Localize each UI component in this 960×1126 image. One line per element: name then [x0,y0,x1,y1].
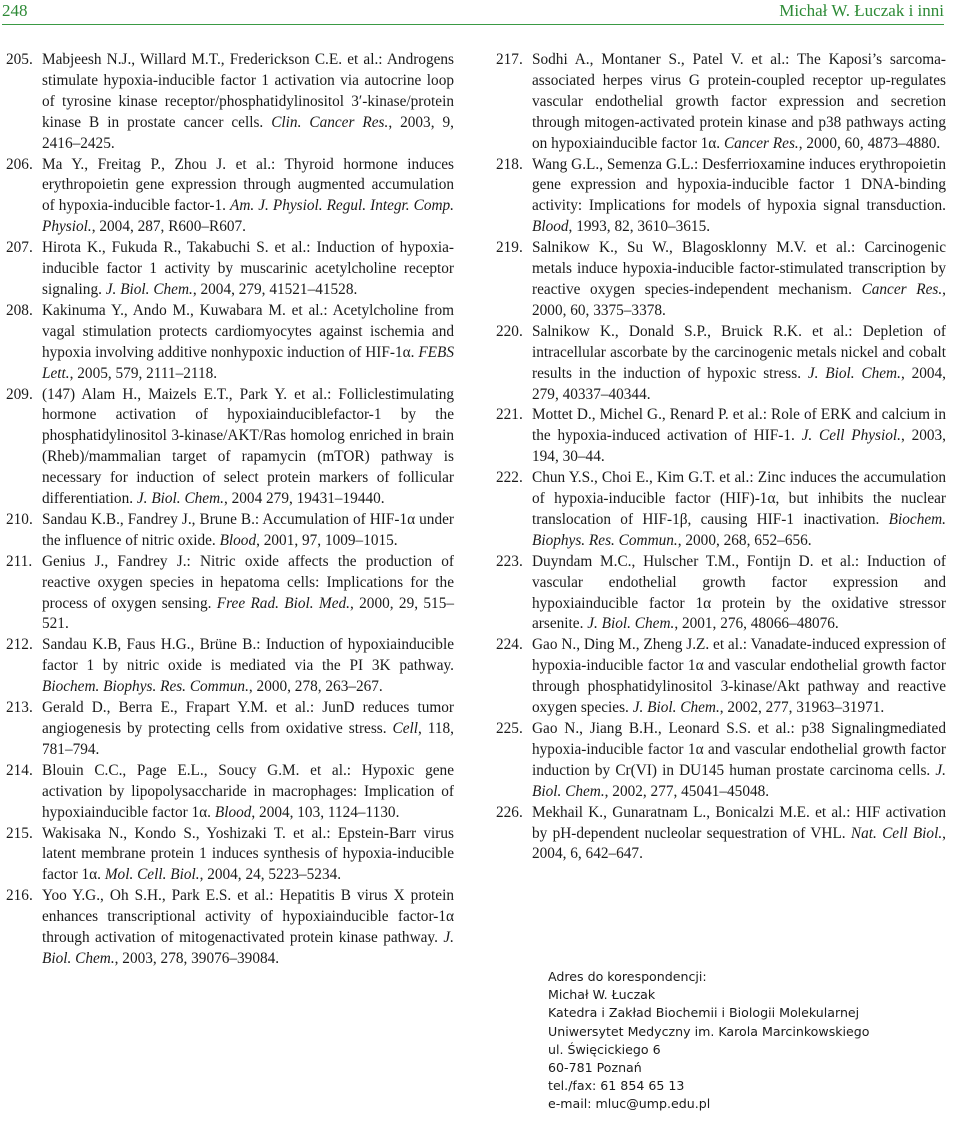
reference-text [42,635,454,698]
reference-number: 226. [496,803,523,821]
reference-text [42,886,454,970]
reference-journal: Cancer Res. [723,134,799,152]
correspondence-name: Michał W. Łuczak [548,987,656,1003]
reference-volume-pages: , 2003, 278, 39076–39084. [114,949,280,967]
page-number: 248 [2,1,28,20]
reference-number: 225. [496,720,523,737]
reference-citation: Gerald D., Berra E., Frapart Y.M. et al.: JunD reduces tumor angiogenesis by protecting cells from oxidative stress. [42,699,454,737]
reference-journal: J. Biol. Chem. [136,490,224,508]
reference-entry [6,301,454,385]
reference-number: 210. [6,510,33,528]
reference-text [42,761,454,824]
reference-journal: FEBS Lett. [42,343,454,382]
reference-number: 208. [6,301,33,319]
correspondence-phone: tel./fax: 61 854 65 13 [548,1078,685,1094]
reference-entry [6,50,454,155]
reference-entry [6,385,454,510]
reference-journal: Biochem. Biophys. Res. Commun. [532,510,946,549]
reference-entry [496,50,946,155]
reference-entry [496,803,946,866]
reference-number: 215. [6,824,33,842]
reference-journal: Mol. Cell. Biol. [104,866,200,884]
reference-volume-pages: , 2001, 276, 48066–48076. [674,615,839,633]
reference-journal: J. Biol. Chem. [532,761,946,800]
reference-volume-pages: , 2004 279, 19431–19440. [223,490,385,508]
reference-citation: Gao N., Ding M., Zheng J.Z. et al.: Vanadate-induced expression of hypoxia-inducible factor 1α and vascular endothelial growth factor through phosphatidylinositol 3-kinase/Akt pathway and reactive oxygen species. [532,636,946,717]
reference-journal: Clin. Cancer Res. [271,113,389,131]
reference-journal: Am. J. Physiol. Regul. Integr. Comp. Physiol. [42,197,454,236]
reference-entry [496,322,946,406]
reference-journal: Cancer Res. [861,280,943,298]
reference-citation: Yoo Y.G., Oh S.H., Park E.S. et al.: Hepatitis B virus X protein enhances transcriptional activity of hypoxiainducible factor-1α through activation of mitogenactivated protein kinase pathway. [42,887,454,947]
reference-volume-pages: , 118, 781–794. [42,720,454,758]
reference-text [42,155,454,239]
reference-citation: Mekhail K., Gunaratnam L., Bonicalzi M.E. et al.: HIF activation by pH-dependent nucleolar sequestration of VHL. [532,803,946,842]
reference-citation: Salnikow K., Su W., Blagosklonny M.V. et al.: Carcinogenic metals induce hypoxia-inducible factor-stimulated transcription by reactive oxygen species-independent mechanism. [532,239,946,298]
reference-number: 212. [6,636,33,654]
reference-journal: Blood [219,531,257,549]
reference-text [532,468,946,552]
correspondence-email: e-mail: mluc@ump.edu.pl [548,1096,711,1112]
reference-citation: Sandau K.B., Fandrey J., Brune B.: Accumulation of HIF-1α under the influence of nitric oxide. [42,510,454,549]
reference-number: 219. [496,239,523,257]
reference-volume-pages: , 2004, 103, 1124–1130. [251,803,400,821]
reference-volume-pages: , 1993, 82, 3610–3615. [568,218,711,236]
reference-journal: J. Cell Physiol. [801,427,901,445]
reference-volume-pages: , 2004, 24, 5223–5234. [199,866,342,884]
reference-number: 209. [6,385,33,403]
reference-journal: J. Biol. Chem. [632,699,720,717]
correspondence-block [548,968,946,1114]
reference-entry [496,468,946,552]
running-head [2,0,944,22]
reference-citation: Sodhi A., Montaner S., Patel V. et al.: The Kaposi’s sarcoma-associated herpes virus G protein-coupled receptor up-regulates vascular endothelial growth factor expression and secretion through mitogen-activated protein kinase and p38 pathways acting on hypoxiainducible factor 1α. [532,51,946,152]
reference-journal: Blood [532,218,569,236]
header-rule [2,24,944,25]
reference-journal: Nat. Cell Biol. [850,824,943,842]
reference-volume-pages: , 2000, 29, 515–521. [42,594,454,633]
reference-citation: Ma Y., Freitag P., Zhou J. et al.: Thyroid hormone induces erythropoietin gene expression through augmented accumulation of hypoxia-inducible factor-1. [42,155,454,215]
reference-text [42,301,454,385]
reference-entry [496,155,946,239]
reference-entry [496,719,946,803]
reference-volume-pages: , 2000, 60, 4873–4880. [798,134,941,152]
reference-text [42,238,454,301]
reference-volume-pages: , 2000, 60, 3375–3378. [532,280,946,319]
reference-number: 221. [496,406,523,424]
reference-text [532,50,946,155]
reference-volume-pages: , 2004, 279, 40337–40344. [532,364,946,403]
reference-entry [6,155,454,239]
reference-volume-pages: , 2000, 268, 652–656. [677,531,812,549]
reference-number: 223. [496,552,523,570]
reference-text [532,238,946,322]
reference-volume-pages: , 2004, 287, R600–R607. [91,218,246,236]
reference-text [532,155,946,239]
reference-journal: J. Biol. Chem. [42,929,454,967]
reference-volume-pages: , 2001, 97, 1009–1015. [256,531,398,549]
reference-volume-pages: , 2002, 277, 45041–45048. [604,782,770,800]
reference-number: 214. [6,761,33,779]
reference-citation: Genius J., Fandrey J.: Nitric oxide affects the production of reactive oxygen species in hepatoma cells: Implications for the process of oxygen sensing. [42,552,454,612]
reference-number: 216. [6,887,33,905]
reference-citation: Duyndam M.C., Hulscher T.M., Fontijn D. et al.: Induction of vascular endothelial growth factor expression and hypoxiainducible factor 1α protein by the oxidative stressor arsenite. [532,552,946,633]
reference-journal: J. Biol. Chem. [105,280,193,298]
reference-journal: J. Biol. Chem. [807,364,901,382]
reference-journal: J. Biol. Chem. [587,615,675,633]
reference-citation: Wakisaka N., Kondo S., Yoshizaki T. et al.: Epstein-Barr virus latent membrane protein 1 induces synthesis of hypoxia-inducible factor 1α. [42,824,454,884]
reference-entry [6,698,454,761]
reference-citation: Salnikow K., Donald S.P., Bruick R.K. et al.: Depletion of intracellular ascorbate by the carcinogenic metals nickel and cobalt results in the induction of hypoxic stress. [532,322,946,382]
correspondence-university: Uniwersytet Medyczny im. Karola Marcinkowskiego [548,1023,870,1039]
reference-journal: Biochem. Biophys. Res. Commun. [42,678,249,696]
reference-citation: Mottet D., Michel G., Renard P. et al.: Role of ERK and calcium in the hypoxia-induced activation of HIF-1. [532,406,946,445]
reference-number: 207. [6,239,33,257]
reference-volume-pages: , 2004, 6, 642–647. [532,824,946,863]
reference-citation: (147) Alam H., Maizels E.T., Park Y. et al.: Folliclestimulating hormone activation of hypoxiainduciblefactor-1 by the phosphatidylinositol 3-kinase/AKT/Ras homolog enriched in brain (Rheb)/mammalian target of rapamycin (mTOR) pathway is necessary for induction of select protein markers of follicular differentiation. [42,385,454,508]
reference-journal: Blood [214,803,252,821]
reference-volume-pages: , 2002, 277, 31963–31971. [719,699,885,717]
reference-number: 224. [496,636,523,654]
running-head-authors: Michał W. Łuczak i inni [779,1,944,20]
reference-journal: Free Rad. Biol. Med. [216,594,350,612]
reference-volume-pages: , 2003, 194, 30–44. [532,427,946,466]
reference-text [532,322,946,406]
reference-text [42,552,454,636]
reference-entry [6,238,454,301]
reference-text [532,552,946,636]
reference-number: 205. [6,51,33,68]
reference-text [42,510,454,552]
reference-entry [6,761,454,824]
reference-number: 213. [6,699,33,717]
reference-text [532,803,946,866]
reference-volume-pages: , 2000, 278, 263–267. [248,678,383,696]
correspondence-street: ul. Święcickiego 6 [548,1041,661,1057]
reference-entry [6,510,454,552]
reference-citation: Blouin C.C., Page E.L., Soucy G.M. et al.: Hypoxic gene activation by lipopolysaccharide in macrophages: Implication of hypoxiainducible factor 1α. [42,761,454,821]
reference-entry [6,635,454,698]
reference-citation: Wang G.L., Semenza G.L.: Desferrioxamine induces erythropoietin gene expression and hypoxia-inducible factor 1 DNA-binding activity: Implications for models of hypoxia signal transduction. [532,155,946,215]
correspondence-city: 60-781 Poznań [548,1060,642,1076]
reference-number: 220. [496,322,523,340]
reference-journal: Cell [392,720,419,737]
reference-entry [6,886,454,970]
reference-text [532,405,946,468]
reference-number: 206. [6,155,33,173]
reference-text [42,698,454,761]
reference-citation: Hirota K., Fukuda R., Takabuchi S. et al.: Induction of hypoxia-inducible factor 1 activity by muscarinic acetylcholine receptor signaling. [42,239,454,298]
reference-text [42,50,454,155]
reference-text [42,385,454,510]
references-left-column [6,50,454,970]
reference-volume-pages: , 2005, 579, 2111–2118. [69,364,218,382]
reference-entry [6,824,454,887]
reference-number: 217. [496,51,523,68]
reference-citation: Gao N., Jiang B.H., Leonard S.S. et al.: p38 Signalingmediated hypoxia-inducible factor 1α and vascular endothelial growth factor induction by Cr(VI) in DU145 human prostate carcinoma cells. [532,720,946,779]
reference-citation: Chun Y.S., Choi E., Kim G.T. et al.: Zinc induces the accumulation of hypoxia-inducible factor (HIF)-1α, but inhibits the nuclear translocation of HIF-1β, causing HIF-1 inactivation. [532,469,946,528]
reference-volume-pages: , 2003, 9, 2416–2425. [42,113,454,152]
reference-entry [496,405,946,468]
reference-citation: Mabjeesh N.J., Willard M.T., Frederickson C.E. et al.: Androgens stimulate hypoxia-inducible factor 1 activation via autocrine loop of tyrosine kinase receptor/phosphatidylinositol 3′-kinase/protein kinase B in prostate cancer cells. [42,51,454,131]
reference-number: 211. [6,552,33,570]
reference-number: 222. [496,469,523,487]
reference-entry [496,238,946,322]
reference-citation: Sandau K.B, Faus H.G., Brüne B.: Induction of hypoxiainducible factor 1 by nitric oxide is mediated via the PI 3K pathway. [42,636,454,675]
reference-text [42,824,454,887]
correspondence-heading: Adres do korespondencji: [548,969,707,984]
reference-entry [6,552,454,636]
reference-text [532,719,946,803]
reference-number: 218. [496,155,523,173]
reference-entry [496,552,946,636]
correspondence-department: Katedra i Zakład Biochemii i Biologii Molekularnej [548,1005,860,1021]
reference-text [532,635,946,719]
reference-citation: Kakinuma Y., Ando M., Kuwabara M. et al.: Acetylcholine from vagal stimulation protects cardiomyocytes against ischemia and hypoxia involving additive nonhypoxic induction of HIF-1α. [42,301,454,361]
reference-entry [496,635,946,719]
references-right-column [496,50,946,865]
reference-volume-pages: , 2004, 279, 41521–41528. [192,280,358,298]
